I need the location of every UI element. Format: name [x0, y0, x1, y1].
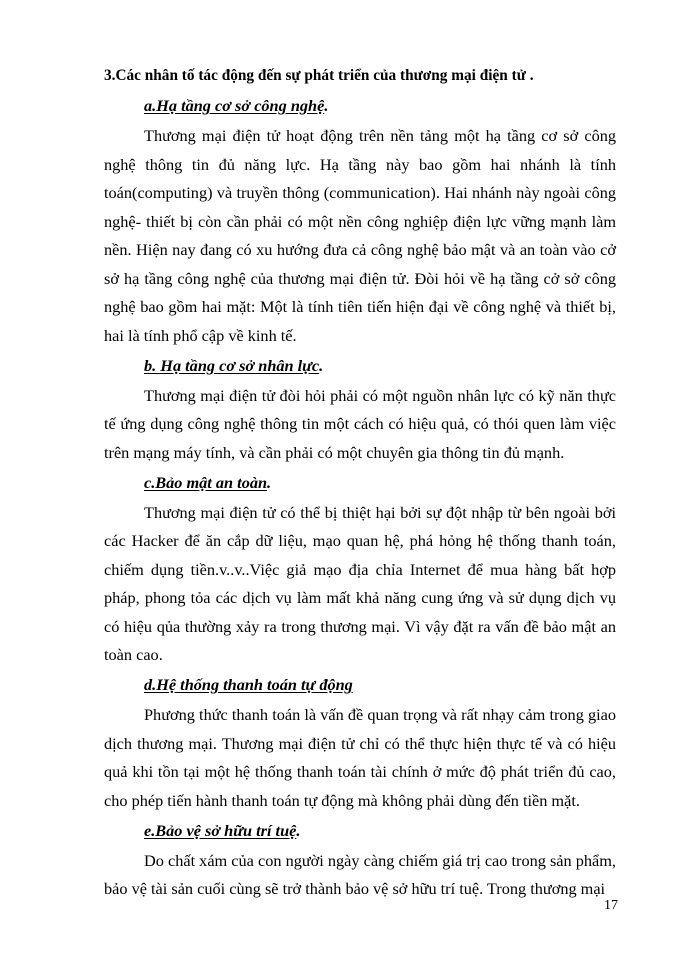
subsection-title-infrastructure-technology: a.Hạ tầng cơ sở công nghệ. — [144, 96, 329, 115]
paragraph-human-resources: Thương mại điện tử đòi hỏi phải có một nguồn nhân lực có kỹ năn thực tế ứng dụng công nghệ thông tin một cách có hiệu quả, có thói quen làm việc trên mạng máy tính, và cần phải có một chuyên gia thông tin đủ mạnh. — [104, 385, 616, 462]
paragraph-infrastructure-technology: Thương mại điện tử hoạt động trên nền tảng một hạ tầng cơ sở công nghệ thông tin đủ năng lực. Hạ tầng này bao gồm hai nhánh là tính toán(computing) và truyền thông (communication). Hai nhánh này ngoài công nghệ- thiết bị còn cần phải có một nền công nghiệp điện lực vững mạnh làm nền. Hiện nay đang có xu hướng đưa cả công nghệ bảo mật và an toàn vào cở sở hạ tầng công nghệ của thương mại điện tử. Đòi hỏi về hạ tầng cở sở công nghệ bao gồm hai mặt: Một là tính tiên tiến hiện đại về công nghệ và thiết bị, hai là tính phổ cập về kinh tế. — [104, 126, 616, 345]
section-heading: 3.Các nhân tố tác động đến sự phát triển của thương mại điện tử . — [104, 67, 534, 84]
subsection-title-payment-system: d.Hệ thống thanh toán tự động — [144, 675, 353, 694]
page-content — [104, 62, 616, 905]
subsection-title-intellectual-property: e.Bảo vệ sở hữu trí tuệ. — [144, 820, 301, 840]
subsection-title-human-resources: b. Hạ tầng cơ sở nhân lực. — [144, 355, 324, 375]
paragraph-security: Thương mại điện tử có thể bị thiệt hại bởi sự đột nhập từ bên ngoài bởi các Hacker để ăn cắp dữ liệu, mạo quan hệ, phá hỏng hệ thống thanh toán, chiếm dụng tiền.v..v..Việc giả mạo địa chỉa Internet để mua hàng bất hợp pháp, phong tỏa các dịch vụ làm mất khả năng cung ứng và sử dụng dịch vụ có hiệu qủa thường xảy ra trong thương mại. Vì vậy đặt ra vấn đề bảo mật an toàn cao. — [104, 502, 616, 664]
subsection-title-security: c.Bảo mật an toàn. — [144, 472, 272, 492]
paragraph-intellectual-property: Do chất xám của con người ngày càng chiếm giá trị cao trong sản phẩm, bảo vệ tài sản cuối cùng sẽ trở thành bảo vệ sở hữu trí tuệ. Trong thương mại — [104, 850, 616, 898]
paragraph-payment-system: Phương thức thanh toán là vấn đề quan trọng và rất nhạy cảm trong giao dịch thương mại. Thương mại điện tử chỉ có thể thực hiện thực tế và có hiệu quả khi tồn tại một hệ thống thanh toán tài chính ở mức độ phát triển đủ cao, cho phép tiến hành thanh toán tự động mà không phải dùng đến tiền mặt. — [104, 705, 616, 810]
page-number: 17 — [604, 898, 618, 913]
